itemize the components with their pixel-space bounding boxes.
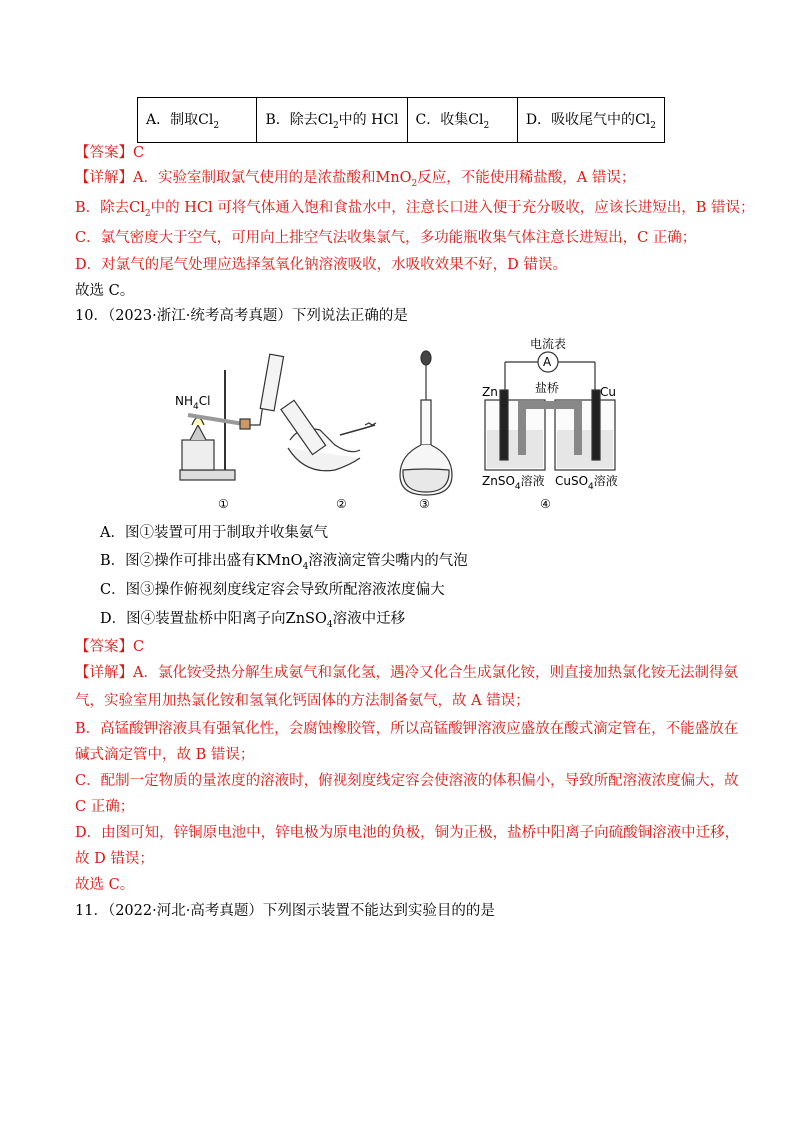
q9-detail-c: C．氯气密度大于空气，可用向上排空气法收集氯气，多功能瓶收集气体注意长进短出，C 正确； — [75, 230, 697, 246]
q10-stem: 10．（2023·浙江·统考高考真题）下列说法正确的是 — [75, 308, 408, 324]
salt-bridge-label: 盐桥 — [535, 381, 560, 395]
ammeter-label: 电流表 — [530, 337, 567, 351]
q9-option-c: C．收集$Cl_2$ — [407, 98, 517, 143]
q10-detail-b1: B．高锰酸钾溶液具有强氧化性，会腐蚀橡胶管，所以高锰酸钾溶液应盛放在酸式滴定管在，不能盛放在 — [75, 721, 739, 737]
q9-option-d: D．吸收尾气中的$Cl_2$ — [517, 98, 664, 143]
q10-detail-a1: 【详解】A．氯化铵受热分解生成氨气和氯化氢，遇冷又化合生成氯化铵，则直接加热氯化铵无法制得氨 — [75, 665, 738, 681]
figure-label-4: ④ — [540, 497, 551, 511]
q10-detail-a2: 气，实验室用加热氯化铵和氢氧化钙固体的方法制备氨气，故 A 错误； — [75, 693, 530, 709]
q10-detail-c2: C 正确； — [75, 799, 135, 815]
figure-label-2: ② — [336, 497, 347, 511]
zn-label: Zn — [482, 385, 498, 399]
q10-answer: 【答案】C — [75, 639, 145, 655]
q10-detail-d2: 故 D 错误； — [75, 851, 154, 867]
q10-choice-b: B．图②操作可排出盛有KMnO$_4$溶液滴定管尖嘴内的气泡 — [100, 553, 468, 572]
cu-label: Cu — [600, 385, 616, 399]
figure-2-burette-hand — [281, 400, 376, 470]
cuso4-label: CuSO$_4$溶液 — [555, 474, 618, 492]
q9-option-a: A．制取$Cl_2$ — [138, 98, 257, 143]
nh4cl-label: $NH_4Cl$ — [175, 394, 211, 412]
q9-options-table — [137, 97, 665, 143]
q10-choice-d: D．图④装置盐桥中阳离子向ZnSO$_4$溶液中迁移 — [100, 611, 406, 630]
q10-detail-d1: D．由图可知，锌铜原电池中，锌电极为原电池的负极，铜为正极，盐桥中阳离子向硫酸铜溶液中迁移， — [75, 825, 740, 841]
figure-1-apparatus — [180, 354, 284, 480]
q10-conclusion: 故选 C。 — [75, 877, 135, 893]
q9-detail-d: D．对氯气的尾气处理应选择氢氧化钠溶液吸收，水吸收效果不好，D 错误。 — [75, 257, 567, 273]
ammeter-symbol: A — [543, 355, 552, 369]
q10-choice-c: C．图③操作俯视刻度线定容会导致所配溶液浓度偏大 — [100, 582, 445, 598]
q10-figure — [160, 330, 640, 515]
q10-detail-c1: C．配制一定物质的量浓度的溶液时，俯视刻度线定容会使溶液的体积偏小，导致所配溶液浓度偏大，故 — [75, 773, 739, 789]
q9-answer: 【答案】C — [75, 145, 145, 161]
q9-detail-b: B．除去$Cl_2$中的 HCl 可将气体通入饱和食盐水中，注意长口进入便于充分吸收，应该长进短出，B 错误； — [75, 200, 755, 219]
q11-stem: 11．（2022·河北·高考真题）下列图示装置不能达到实验目的的是 — [75, 903, 495, 919]
znso4-label: ZnSO$_4$溶液 — [482, 474, 545, 492]
q10-choice-a: A．图①装置可用于制取并收集氨气 — [100, 525, 328, 541]
figure-label-3: ③ — [419, 497, 430, 511]
q9-option-b: B．除去$Cl_2$中的 HCl — [257, 98, 407, 143]
figure-4-galvanic-cell — [485, 352, 615, 470]
q9-detail-a: 【详解】A．实验室制取氯气使用的是浓盐酸和MnO$_2$反应，不能使用稀盐酸，A 错误； — [75, 170, 636, 189]
figure-label-1: ① — [218, 497, 229, 511]
figure-3-volumetric-flask — [400, 351, 452, 495]
q10-detail-b2: 碱式滴定管中，故 B 错误； — [75, 747, 255, 763]
q9-conclusion: 故选 C。 — [75, 283, 135, 299]
